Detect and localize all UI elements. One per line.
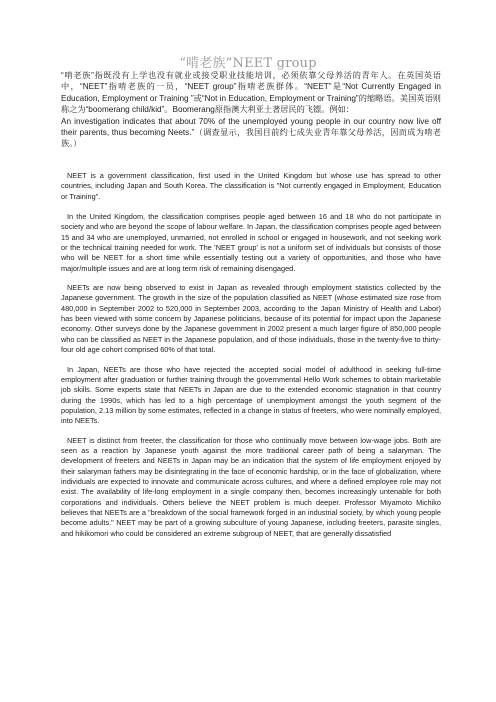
body-paragraph: NEET is a government classification, first used in the United Kingdom but whose use has spread to other countries, including Japan and South Korea. The classification is "Not currently engaged in Employment, Education or Training". [61,171,441,201]
body-paragraph: NEETs are now being observed to exist in Japan as revealed through employment statistics collected by the Japanese government. The growth in the size of the population classified as NEET (whose estimated size rose from 480,000 in September 2002 to 520,000 in September 2003, according to the Japan Ministry of Health and Labor) has been viewed with some concern by Japanese politicians, because of its potential for impact upon the Japanese economy. Other surveys done by the Japanese government in 2002 present a much larger figure of 850,000 people who can be classified as NEET in the Japanese population, and of those individuals, those in the twenty-five to thirty-four old age cohort comprised 60% of that total. [61,283,441,355]
body-paragraph: NEET is distinct from freeter, the classification for those who continually move between low-wage jobs. Both are seen as a reaction by Japanese youth against the more traditional career path of being a salaryman. The development of freeters and NEETs in Japan may be an indication that the system of life employment enjoyed by their salaryman fathers may be disintegrating in the face of economic hardship, or in the face of globalization, where individuals are expected to innovate and communicate across cultures, and where a defined employee role may not exist. The availability of life-long employment in a single company then, becomes increasingly untenable for both corporations and individuals. Others believe the NEET problem is much deeper. Professor Miyamoto Michiko believes that NEETs are a "breakdown of the social framework forged in an industrial society, by which young people become adults." NEET may be part of a growing subculture of young Japanese, including freeters, parasite singles, and hikikomori who could be considered an extreme subgroup of NEET, that are generally dissatisfied [61,435,441,538]
intro-section [61,70,441,150]
body-section [61,171,441,548]
body-paragraph: In Japan, NEETs are those who have rejected the accepted social model of adulthood in seeking full-time employment after graduation or further training through the governmental Hello Work schemes to obtain marketable job skills. Some experts state that NEETs in Japan are due to the extended economic stagnation in that country during the 1990s, which has led to a high percentage of unemployment amongst the youth segment of the population, 2.13 million by some estimates, reflected in a change in status of freeters, who were nominally employed, into NEETs. [61,364,441,426]
intro-paragraph: “啃老族”指既没有上学也没有就业或接受职业技能培训，必须依靠父母养活的青年人。在英国英语中，“NEET”指啃老族的一员，“NEET group”指啃老族群体。“NEET”是“Not Currently Engaged in Education, Employment or Training ”或“Not in Education, Employment or Training”的缩略语。美国英语则称之为“boomerang child/kid”。Boomerang原指澳大利亚土著居民的飞镖。例如： [61,71,441,115]
document-title: “啃老族”NEET group [179,56,317,71]
intro-example: An investigation indicates that about 70% of the unemployed young people in our country now live off their parents, thus becoming Neets.”（调查显示，我国目前约七成失业青年靠父母养活，因而成为啃老族。） [61,116,441,149]
body-paragraph: In the United Kingdom, the classification comprises people aged between 16 and 18 who do not participate in society and who are beyond the scope of labour welfare. In Japan, the classification comprises people aged between 15 and 34 who are unemployed, unmarried, not enrolled in school or engaged in housework, and not seeking work or the technical training needed for work. The 'NEET group' is not a uniform set of individuals but consists of those who will be NEET for a short time while essentially testing out a variety of opportunities, and those who have major/multiple issues and are at long term risk of remaining disengaged. [61,212,441,273]
